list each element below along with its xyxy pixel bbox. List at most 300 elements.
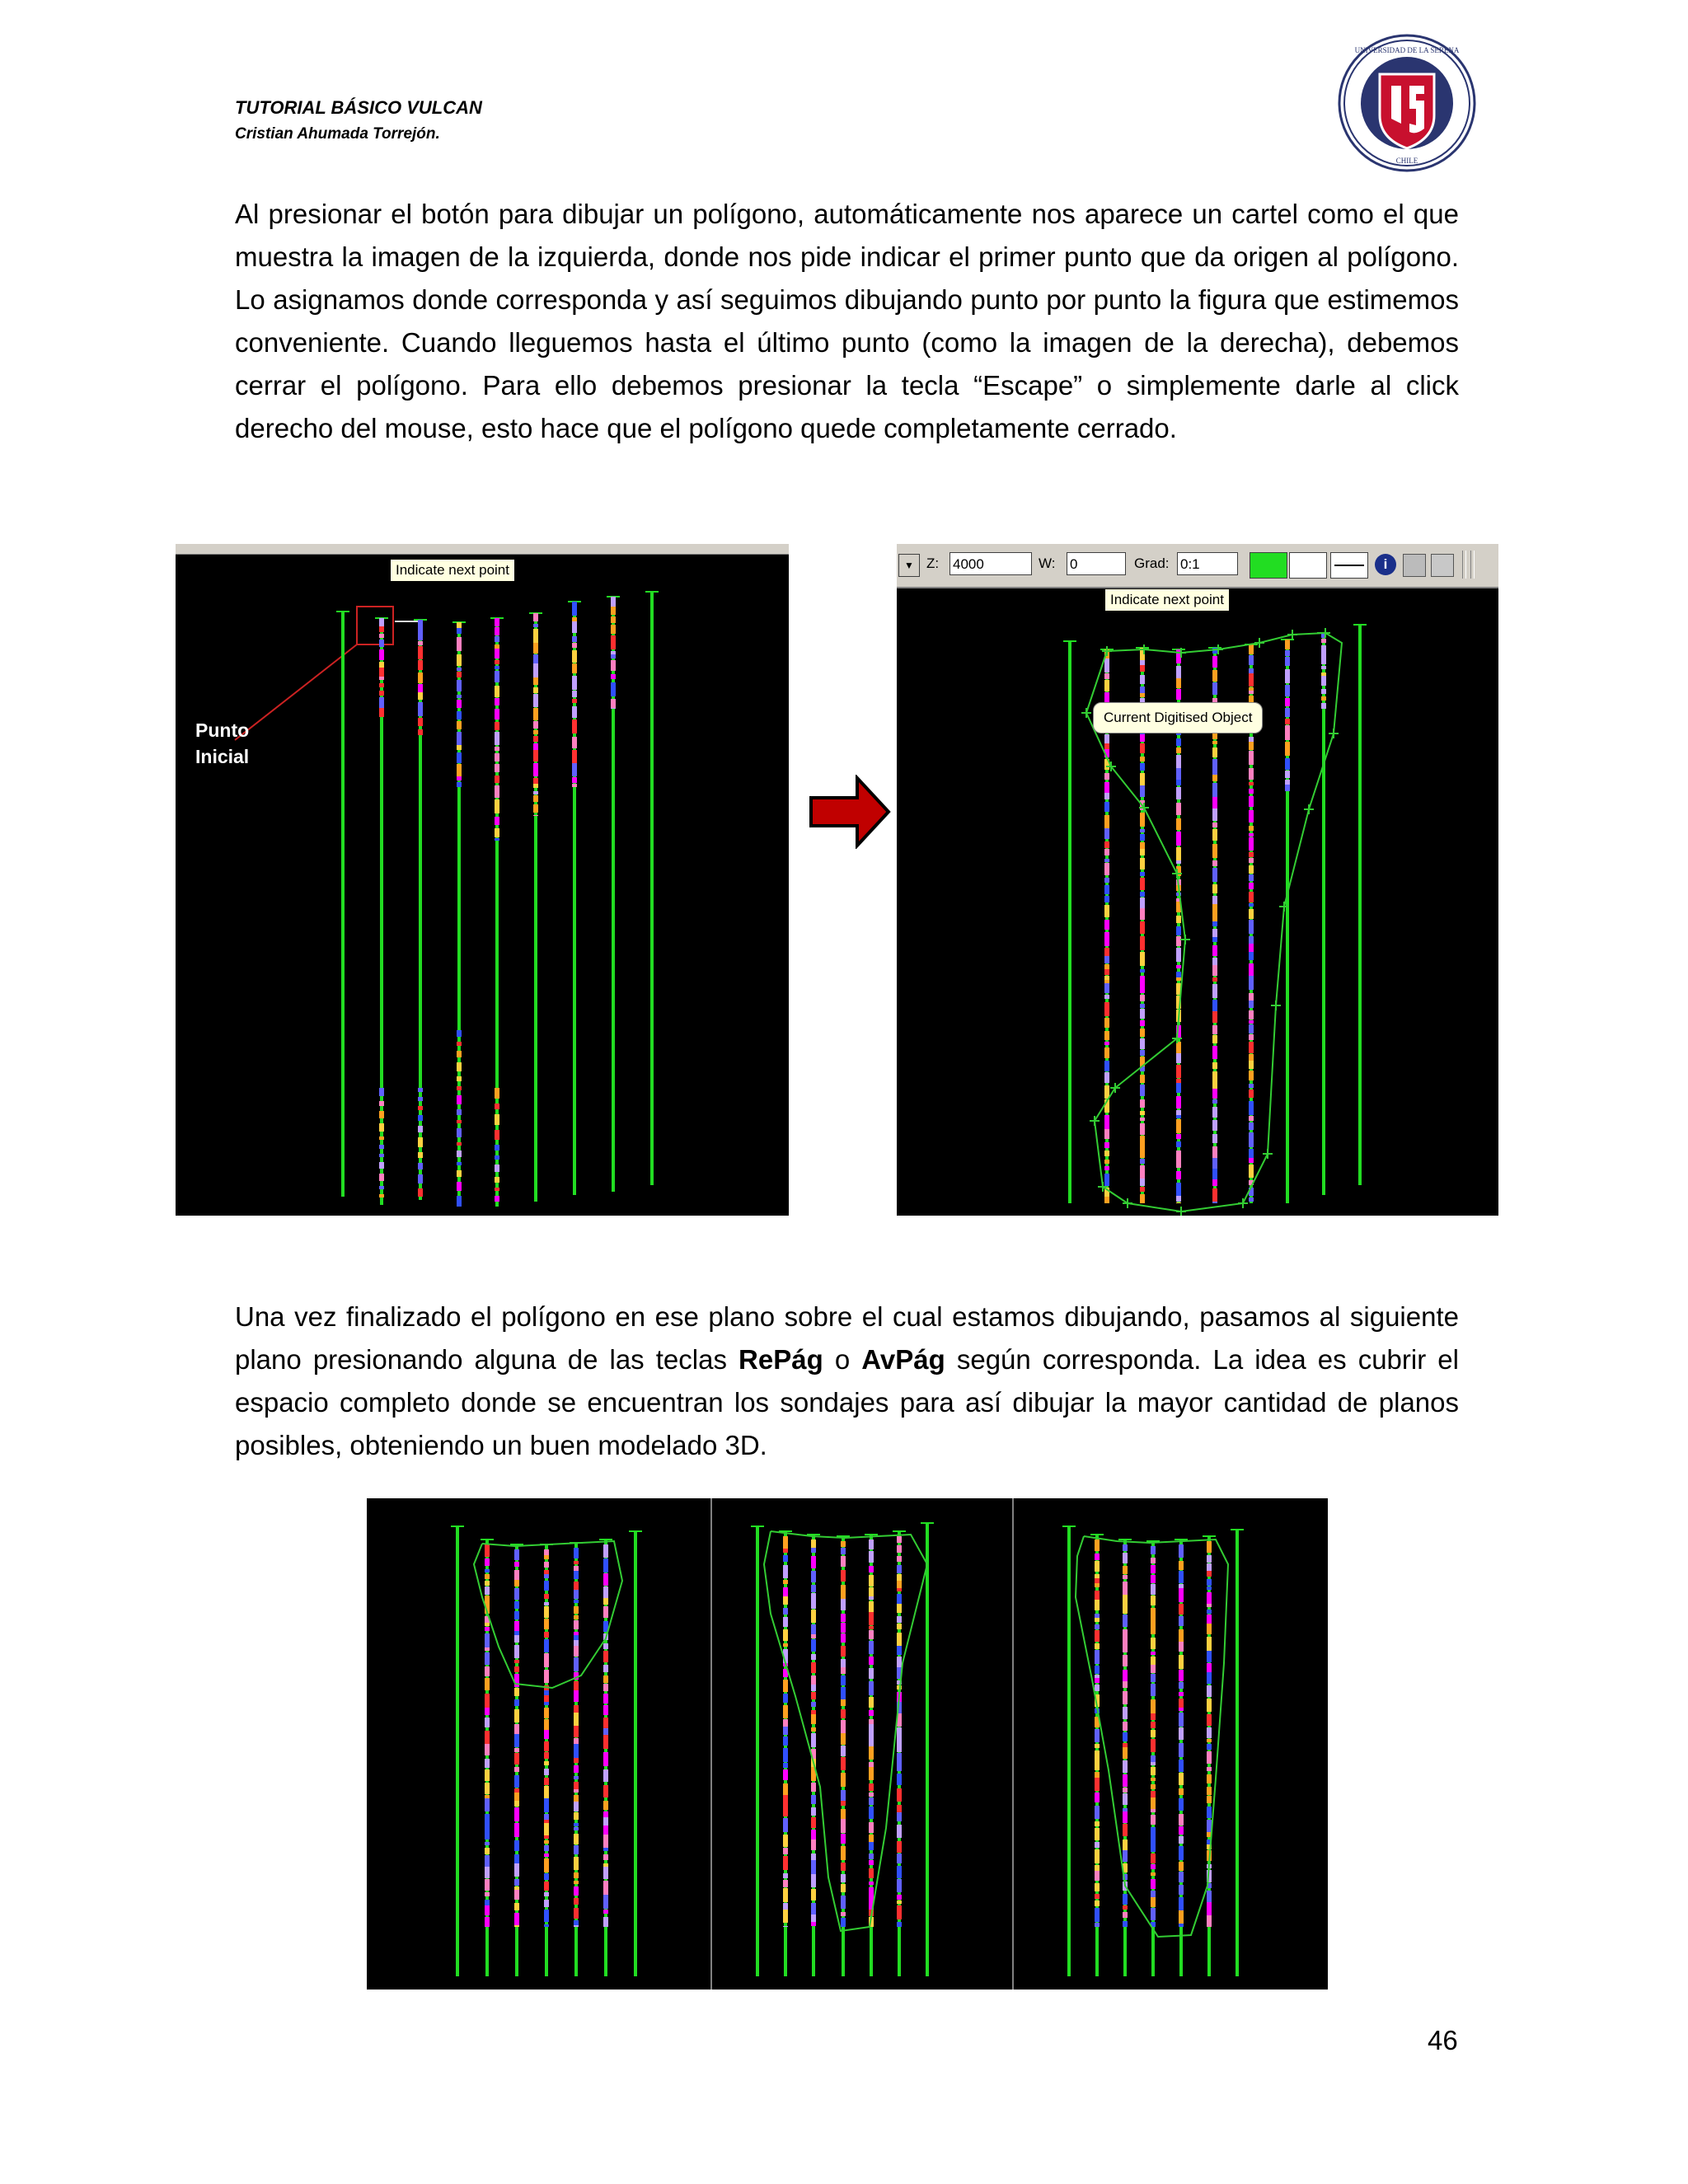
assay-segment xyxy=(1140,1123,1145,1135)
assay-segment xyxy=(811,1685,816,1691)
assay-segment xyxy=(1249,1197,1254,1202)
color-swatch-white[interactable] xyxy=(1289,552,1327,579)
assay-segment xyxy=(574,1561,579,1564)
assay-segment xyxy=(897,1616,902,1623)
assay-segment xyxy=(485,1759,490,1768)
assay-segment xyxy=(869,1736,874,1746)
assay-segment xyxy=(1151,1784,1156,1789)
assay-segment xyxy=(1179,1788,1184,1795)
assay-segment xyxy=(841,1773,846,1787)
assay-segment xyxy=(457,1162,462,1165)
assay-segment xyxy=(1176,1065,1181,1078)
assay-segment xyxy=(811,1854,816,1860)
assay-segment xyxy=(811,1889,816,1900)
assay-segment xyxy=(1123,1566,1128,1574)
assay-segment xyxy=(485,1731,490,1744)
assay-segment xyxy=(1212,937,1217,942)
assay-segment xyxy=(869,1793,874,1797)
assay-segment xyxy=(574,1606,579,1614)
assay-segment xyxy=(811,1599,816,1609)
assay-segment xyxy=(1179,1642,1184,1652)
assay-segment xyxy=(1212,977,1217,982)
assay-segment xyxy=(574,1920,579,1925)
assay-segment xyxy=(1249,944,1254,952)
assay-segment xyxy=(1151,1854,1156,1863)
assay-segment xyxy=(379,626,384,632)
assay-segment xyxy=(485,1718,490,1727)
assay-segment xyxy=(1249,789,1254,794)
svg-text:UNIVERSIDAD DE LA SERENA: UNIVERSIDAD DE LA SERENA xyxy=(1354,46,1460,54)
w-field[interactable]: 0 xyxy=(1067,552,1126,575)
assay-segment xyxy=(783,1888,788,1902)
assay-segment xyxy=(1104,1115,1109,1129)
assay-segment xyxy=(533,750,538,762)
assay-segment xyxy=(1285,780,1290,785)
assay-segment xyxy=(841,1659,846,1667)
assay-segment xyxy=(897,1739,902,1752)
assay-segment xyxy=(495,666,499,669)
assay-segment xyxy=(1104,815,1109,828)
assay-segment xyxy=(603,1881,608,1895)
assay-segment xyxy=(869,1601,874,1612)
assay-segment xyxy=(869,1724,874,1736)
indicate-next-point-tooltip: Indicate next point xyxy=(1104,588,1230,612)
assay-segment xyxy=(1123,1912,1128,1918)
assay-segment xyxy=(841,1541,846,1547)
assay-segment xyxy=(418,1188,423,1197)
assay-segment xyxy=(841,1790,846,1796)
assay-segment xyxy=(1249,768,1254,780)
assay-segment xyxy=(1140,1165,1145,1179)
assay-segment xyxy=(1151,1730,1156,1737)
assay-segment xyxy=(1151,1575,1156,1583)
assay-segment xyxy=(811,1654,816,1660)
assay-segment xyxy=(783,1856,788,1870)
assay-segment xyxy=(811,1807,816,1816)
assay-segment xyxy=(1140,1085,1145,1096)
assay-segment xyxy=(1104,932,1109,946)
assay-segment xyxy=(1140,693,1145,697)
assay-segment xyxy=(869,1710,874,1716)
assay-segment xyxy=(1151,1629,1156,1634)
assay-segment xyxy=(783,1596,788,1605)
assay-segment xyxy=(418,1106,423,1110)
assay-segment xyxy=(574,1925,579,1927)
assay-segment xyxy=(1104,782,1109,793)
vulcan-planes-sequence xyxy=(367,1498,1328,1990)
assay-segment xyxy=(1140,842,1145,849)
assay-segment xyxy=(783,1736,788,1746)
assay-segment xyxy=(1095,1763,1100,1770)
assay-segment xyxy=(1140,763,1145,771)
assay-segment xyxy=(1249,952,1254,960)
assay-segment xyxy=(418,692,423,700)
assay-segment xyxy=(495,1177,499,1183)
assay-segment xyxy=(1207,1624,1212,1634)
assay-segment xyxy=(514,1570,519,1580)
assay-segment xyxy=(1249,751,1254,765)
assay-segment xyxy=(1176,936,1181,946)
assay-segment xyxy=(1179,1910,1184,1924)
assay-segment xyxy=(418,1152,423,1158)
assay-segment xyxy=(1104,1002,1109,1016)
assay-segment xyxy=(811,1675,816,1685)
assay-segment xyxy=(1095,1908,1100,1922)
assay-segment xyxy=(811,1610,816,1623)
assay-segment xyxy=(574,1812,579,1820)
assay-segment xyxy=(1212,1179,1217,1186)
assay-segment xyxy=(485,1633,490,1647)
assay-segment xyxy=(1212,984,1217,998)
assay-segment xyxy=(869,1540,874,1549)
assay-segment xyxy=(1095,1600,1100,1610)
assay-segment xyxy=(1249,687,1254,691)
assay-segment xyxy=(544,1761,549,1765)
assay-segment xyxy=(1095,1729,1100,1742)
assay-segment xyxy=(1104,905,1109,917)
assay-segment xyxy=(1249,1061,1254,1069)
assay-segment xyxy=(418,1126,423,1132)
assay-segment xyxy=(1179,1571,1184,1583)
assay-segment xyxy=(544,1823,549,1835)
assay-segment xyxy=(1249,737,1254,742)
assay-segment xyxy=(1123,1601,1128,1614)
assay-segment xyxy=(603,1665,608,1672)
assay-segment xyxy=(1104,1129,1109,1139)
assay-segment xyxy=(1095,1828,1100,1840)
assay-segment xyxy=(1321,696,1326,701)
assay-segment xyxy=(379,1186,384,1189)
assay-segment xyxy=(514,1645,519,1658)
assay-segment xyxy=(1095,1666,1100,1674)
assay-segment xyxy=(544,1910,549,1922)
assay-segment xyxy=(811,1639,816,1652)
assay-segment xyxy=(544,1719,549,1730)
assay-segment xyxy=(811,1556,816,1568)
assay-segment xyxy=(1151,1908,1156,1920)
assay-segment xyxy=(485,1627,490,1631)
assay-segment xyxy=(603,1835,608,1848)
assay-segment xyxy=(457,1051,462,1057)
assay-segment xyxy=(1140,1029,1145,1037)
assay-segment xyxy=(811,1702,816,1707)
assay-segment xyxy=(1095,1894,1100,1899)
assay-segment xyxy=(574,1548,579,1558)
assay-segment xyxy=(1249,810,1254,823)
assay-segment xyxy=(603,1694,608,1704)
assay-segment xyxy=(379,697,384,708)
assay-segment xyxy=(495,1114,499,1125)
assay-segment xyxy=(574,1823,579,1826)
line-style-selector[interactable] xyxy=(1330,552,1368,579)
assay-segment xyxy=(603,1558,608,1572)
assay-segment xyxy=(1179,1682,1184,1689)
assay-segment xyxy=(1140,1136,1145,1145)
assay-segment xyxy=(1104,1031,1109,1040)
assay-segment xyxy=(1249,644,1254,654)
assay-segment xyxy=(897,1536,902,1543)
assay-segment xyxy=(572,706,577,718)
assay-segment xyxy=(1095,1821,1100,1826)
assay-segment xyxy=(574,1571,579,1579)
assay-segment xyxy=(1140,1111,1145,1115)
assay-segment xyxy=(1249,1132,1254,1137)
assay-segment xyxy=(574,1646,579,1657)
assay-segment xyxy=(1212,908,1217,921)
assay-segment xyxy=(897,1545,902,1553)
assay-segment xyxy=(783,1549,788,1553)
assay-segment xyxy=(603,1785,608,1797)
assay-segment xyxy=(544,1702,549,1705)
assay-segment xyxy=(544,1574,549,1578)
assay-segment xyxy=(514,1724,519,1734)
assay-segment xyxy=(574,1845,579,1854)
assay-segment xyxy=(495,1104,499,1109)
assay-segment xyxy=(1249,1001,1254,1008)
assay-segment xyxy=(897,1633,902,1646)
assay-segment xyxy=(1151,1891,1156,1897)
assay-segment xyxy=(1179,1584,1184,1588)
assay-segment xyxy=(379,1123,384,1132)
assay-segment xyxy=(1212,1062,1217,1069)
assay-segment xyxy=(783,1783,788,1795)
assay-segment xyxy=(495,817,499,825)
assay-segment xyxy=(495,644,499,649)
assay-segment xyxy=(1176,1079,1181,1083)
assay-segment xyxy=(897,1841,902,1853)
assay-segment xyxy=(485,1831,490,1840)
assay-segment xyxy=(1123,1905,1128,1910)
assay-segment xyxy=(544,1858,549,1872)
grad-field[interactable]: 0:1 xyxy=(1177,552,1238,575)
assay-segment xyxy=(379,691,384,696)
assay-segment xyxy=(533,791,538,794)
assay-segment xyxy=(1212,783,1217,797)
assay-segment xyxy=(1207,1767,1212,1771)
assay-segment xyxy=(1140,1009,1145,1019)
assay-segment xyxy=(811,1624,816,1634)
assay-segment xyxy=(1151,1665,1156,1673)
assay-segment xyxy=(514,1631,519,1635)
assay-segment xyxy=(811,1830,816,1840)
assay-segment xyxy=(1207,1751,1212,1764)
assay-segment xyxy=(1249,833,1254,837)
toolbar-strip xyxy=(176,544,789,555)
assay-segment xyxy=(869,1551,874,1563)
assay-segment xyxy=(811,1860,816,1874)
assay-segment xyxy=(495,747,499,751)
assay-segment xyxy=(1151,1608,1156,1616)
assay-segment xyxy=(1207,1739,1212,1742)
assay-segment xyxy=(485,1708,490,1715)
assay-segment xyxy=(611,616,616,623)
assay-segment xyxy=(574,1908,579,1919)
assay-segment xyxy=(1207,1807,1212,1818)
assay-segment xyxy=(1212,748,1217,757)
z-field[interactable]: 4000 xyxy=(950,552,1032,575)
assay-segment xyxy=(841,1757,846,1770)
assay-segment xyxy=(783,1617,788,1627)
assay-segment xyxy=(1123,1722,1128,1731)
assay-segment xyxy=(811,1817,816,1828)
assay-segment xyxy=(1140,969,1145,972)
assay-segment xyxy=(1212,1099,1217,1104)
assay-segment xyxy=(544,1619,549,1629)
assay-segment xyxy=(1212,682,1217,695)
assay-segment xyxy=(1104,1018,1109,1028)
assay-segment xyxy=(514,1788,519,1793)
assay-segment xyxy=(1212,1046,1217,1059)
assay-segment xyxy=(841,1746,846,1756)
assay-segment xyxy=(544,1690,549,1695)
assay-segment xyxy=(783,1555,788,1562)
assay-segment xyxy=(572,617,577,621)
assay-segment xyxy=(1140,687,1145,693)
assay-segment xyxy=(1095,1540,1100,1551)
assay-segment xyxy=(457,700,462,708)
assay-segment xyxy=(1140,1145,1145,1158)
assay-segment xyxy=(1095,1685,1100,1691)
assay-segment xyxy=(603,1675,608,1683)
assay-segment xyxy=(514,1793,519,1801)
assay-segment xyxy=(379,662,384,668)
assay-segment xyxy=(1176,860,1181,864)
assay-segment xyxy=(418,660,423,670)
assay-segment xyxy=(1104,1142,1109,1148)
properties-icon[interactable] xyxy=(1403,554,1426,577)
assay-segment xyxy=(1104,920,1109,930)
assay-segment xyxy=(1207,1604,1212,1607)
edit-icon[interactable] xyxy=(1431,554,1454,577)
assay-segment xyxy=(1321,659,1326,664)
assay-segment xyxy=(457,695,462,698)
assay-segment xyxy=(457,668,462,671)
assay-segment xyxy=(495,649,499,658)
assay-segment xyxy=(1104,1197,1109,1203)
assay-segment xyxy=(1212,797,1217,802)
assay-segment xyxy=(1249,976,1254,990)
assay-segment xyxy=(1179,1655,1184,1669)
assay-segment xyxy=(533,730,538,734)
dropdown-arrow-icon[interactable]: ▼ xyxy=(898,554,920,577)
assay-segment xyxy=(514,1562,519,1567)
assay-segment xyxy=(1249,1149,1254,1158)
assay-segment xyxy=(897,1905,902,1919)
assay-segment xyxy=(495,828,499,837)
assay-segment xyxy=(1179,1604,1184,1615)
assay-segment xyxy=(1179,1826,1184,1835)
assay-segment xyxy=(1123,1553,1128,1563)
assay-segment xyxy=(1176,1151,1181,1160)
assay-segment xyxy=(574,1681,579,1690)
assay-segment xyxy=(574,1886,579,1896)
assay-segment xyxy=(485,1892,490,1896)
assay-segment xyxy=(1212,884,1217,893)
assay-segment xyxy=(1140,1159,1145,1164)
assay-segment xyxy=(1207,1699,1212,1712)
color-swatch-green[interactable] xyxy=(1250,552,1287,579)
assay-segment xyxy=(485,1574,490,1579)
assay-segment xyxy=(1176,1171,1181,1179)
assay-segment xyxy=(1176,1119,1181,1133)
assay-segment xyxy=(1151,1616,1156,1629)
assay-segment xyxy=(1140,1020,1145,1026)
assay-segment xyxy=(457,711,462,719)
assay-segment xyxy=(1151,1791,1156,1797)
assay-segment xyxy=(1104,1061,1109,1071)
assay-segment xyxy=(574,1600,579,1603)
assay-segment xyxy=(514,1854,519,1863)
assay-segment xyxy=(1140,834,1145,841)
assay-segment xyxy=(514,1775,519,1788)
assay-segment xyxy=(379,1101,384,1106)
assay-segment xyxy=(418,1097,423,1101)
assay-segment xyxy=(1176,689,1181,700)
assay-segment xyxy=(1104,956,1109,963)
assay-segment xyxy=(1179,1727,1184,1740)
assay-segment xyxy=(1151,1558,1156,1563)
assay-segment xyxy=(1140,757,1145,762)
assay-segment xyxy=(897,1556,902,1562)
assay-segment xyxy=(1249,1054,1254,1061)
assay-segment xyxy=(1285,650,1290,656)
assay-segment xyxy=(1249,691,1254,694)
assay-segment xyxy=(1151,1684,1156,1696)
assay-segment xyxy=(485,1558,490,1566)
assay-segment xyxy=(485,1867,490,1878)
initial-point-label: Punto Inicial xyxy=(195,719,250,767)
assay-segment xyxy=(1151,1797,1156,1809)
assay-segment xyxy=(611,660,616,671)
assay-segment xyxy=(1207,1774,1212,1783)
assay-segment xyxy=(1104,849,1109,855)
assay-segment xyxy=(495,1155,499,1160)
assay-segment xyxy=(897,1624,902,1629)
assay-segment xyxy=(514,1840,519,1851)
assay-segment xyxy=(495,1196,499,1202)
assay-segment xyxy=(1095,1678,1100,1683)
assay-segment xyxy=(1176,1183,1181,1196)
assay-segment xyxy=(1140,872,1145,876)
assay-segment xyxy=(1176,666,1181,678)
assay-segment xyxy=(1179,1872,1184,1882)
assay-segment xyxy=(1151,1713,1156,1720)
assay-segment xyxy=(1095,1578,1100,1583)
assay-segment xyxy=(544,1820,549,1823)
assay-segment xyxy=(1285,685,1290,696)
assay-segment xyxy=(1212,1158,1217,1169)
assay-segment xyxy=(897,1812,902,1821)
assay-segment xyxy=(1212,1000,1217,1011)
assay-segment xyxy=(869,1882,874,1885)
assay-segment xyxy=(485,1569,490,1572)
assay-segment xyxy=(1104,673,1109,679)
assay-segment xyxy=(1212,904,1217,908)
assay-segment xyxy=(574,1590,579,1599)
assay-segment xyxy=(1140,675,1145,684)
assay-segment xyxy=(1249,1020,1254,1024)
assay-segment xyxy=(603,1854,608,1860)
assay-segment xyxy=(1176,1196,1181,1202)
assay-segment xyxy=(457,637,462,651)
info-icon[interactable]: i xyxy=(1375,554,1396,575)
assay-segment xyxy=(533,694,538,707)
assay-segment xyxy=(897,1866,902,1878)
assay-segment xyxy=(574,1738,579,1744)
assay-segment xyxy=(379,1194,384,1197)
assay-segment xyxy=(533,629,538,643)
assay-segment xyxy=(869,1807,874,1819)
